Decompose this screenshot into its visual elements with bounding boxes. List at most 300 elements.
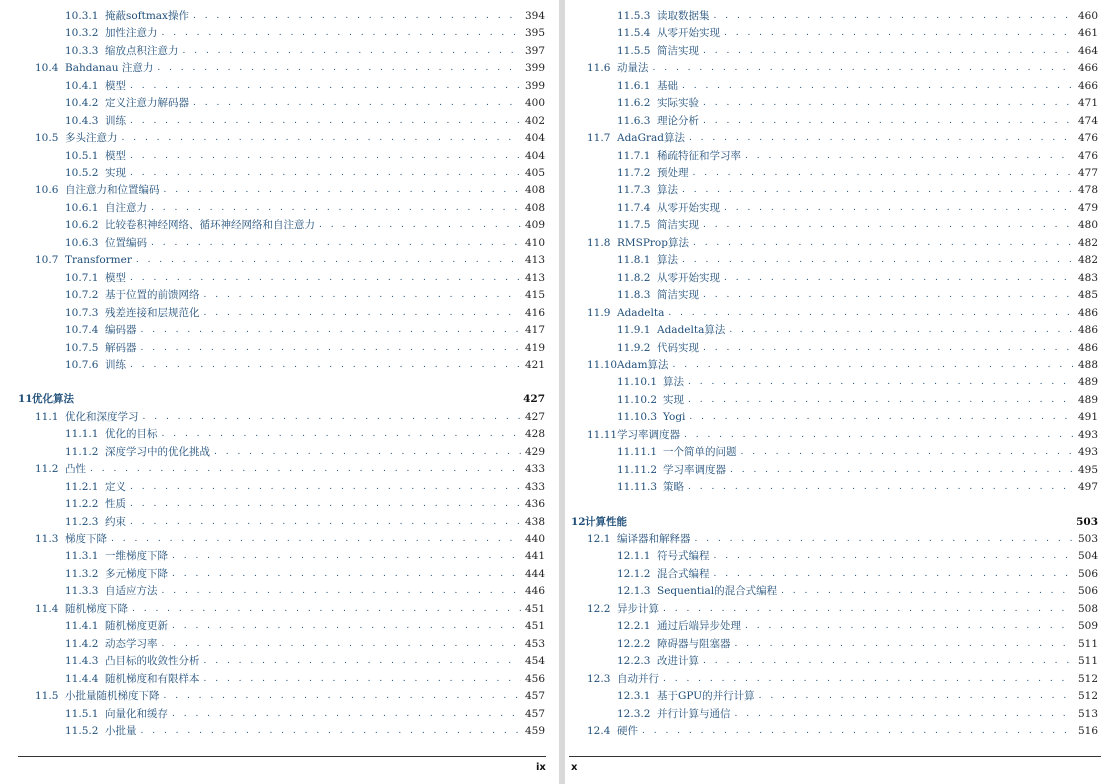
toc-subsection-entry[interactable] <box>617 618 1098 635</box>
toc-entry-page-number: 461 <box>1077 27 1098 39</box>
toc-leader-dots <box>141 322 522 339</box>
toc-subsection-entry[interactable] <box>65 95 545 112</box>
footer-rule-right <box>569 756 1101 757</box>
toc-entry-page-number: 486 <box>1077 342 1098 354</box>
toc-entry-title: 基于GPU的并行计算 <box>657 690 755 702</box>
toc-subsection-entry[interactable] <box>65 217 545 234</box>
toc-entry-page-number: 497 <box>1077 481 1098 493</box>
toc-leader-dots <box>130 148 521 165</box>
toc-entry-title: 随机梯度下降 <box>65 603 128 615</box>
toc-entry-number: 11.10.2 <box>617 394 658 406</box>
toc-subsection-entry[interactable] <box>65 148 545 165</box>
toc-entry-page-number: 466 <box>1077 62 1098 74</box>
toc-entry-title: 多元梯度下降 <box>105 568 168 580</box>
toc-leader-dots <box>673 357 1074 374</box>
toc-leader-dots <box>781 583 1074 600</box>
toc-leader-dots <box>682 252 1074 269</box>
toc-subsection-entry[interactable] <box>65 583 545 600</box>
toc-entry-page-number: 413 <box>524 272 545 284</box>
toc-entry-title: RMSProp算法 <box>617 237 689 249</box>
toc-leader-dots <box>689 409 1074 426</box>
toc-entry-page-number: 503 <box>1076 516 1098 528</box>
toc-subsection-entry[interactable] <box>617 636 1098 653</box>
toc-entry-title: 一维梯度下降 <box>105 550 168 562</box>
toc-leader-dots <box>684 427 1074 444</box>
toc-entry-title: 计算性能 <box>585 516 627 528</box>
toc-entry-title: 基础 <box>657 80 678 92</box>
toc-entry-page-number: 446 <box>524 585 545 597</box>
toc-subsection-entry[interactable] <box>617 374 1098 391</box>
toc-entry-title: Bahdanau 注意力 <box>65 62 154 74</box>
toc-entry-page-number: 477 <box>1077 167 1098 179</box>
toc-entry-page-number: 485 <box>1077 289 1098 301</box>
toc-entry-page-number: 516 <box>1077 725 1098 737</box>
toc-section-entry[interactable] <box>35 688 545 705</box>
page-number-right: x <box>571 762 578 773</box>
toc-entry-title: 实际实验 <box>657 97 699 109</box>
toc-entry-page-number: 509 <box>1077 620 1098 632</box>
toc-entry-title: 模型 <box>105 150 126 162</box>
toc-entry-number: 12.2 <box>587 603 611 615</box>
toc-entry-title: 从零开始实现 <box>657 27 720 39</box>
toc-subsection-entry[interactable] <box>65 8 545 25</box>
toc-entry-page-number: 483 <box>1077 272 1098 284</box>
toc-leader-dots <box>204 653 522 670</box>
toc-leader-dots <box>157 60 521 77</box>
toc-leader-dots <box>745 618 1074 635</box>
toc-subsection-entry[interactable] <box>617 25 1098 42</box>
toc-entry-page-number: 456 <box>524 673 545 685</box>
toc-entry-title: 训练 <box>105 359 126 371</box>
toc-entry-page-number: 493 <box>1077 429 1098 441</box>
toc-leader-dots <box>735 636 1075 653</box>
toc-subsection-entry[interactable] <box>617 287 1098 304</box>
toc-entry-number: 12.1.3 <box>617 585 651 597</box>
toc-section-entry[interactable] <box>587 671 1098 688</box>
toc-entry-title: 代码实现 <box>657 342 699 354</box>
toc-leader-dots <box>130 270 521 287</box>
toc-entry-title: 动量法 <box>617 62 649 74</box>
toc-leader-dots <box>122 130 522 147</box>
toc-leader-dots <box>642 723 1074 740</box>
toc-entry-number: 11.11 <box>587 429 618 441</box>
toc-entry-page-number: 504 <box>1077 550 1098 562</box>
toc-leader-dots <box>703 113 1074 130</box>
toc-subsection-entry[interactable] <box>617 444 1098 461</box>
toc-entry-page-number: 433 <box>524 481 545 493</box>
toc-section-entry[interactable] <box>587 235 1098 252</box>
toc-entry-number: 11.10.1 <box>617 376 658 388</box>
toc-subsection-entry[interactable] <box>65 566 545 583</box>
toc-entry-page-number: 489 <box>1077 394 1098 406</box>
toc-entry-page-number: 479 <box>1077 202 1098 214</box>
toc-entry-number: 11.4.2 <box>65 638 99 650</box>
toc-entry-title: Adam算法 <box>617 359 669 371</box>
toc-subsection-entry[interactable] <box>65 479 545 496</box>
toc-entry-page-number: 457 <box>524 690 545 702</box>
toc-subsection-entry[interactable] <box>617 462 1098 479</box>
toc-entry-title: 通过后端异步处理 <box>657 620 741 632</box>
toc-leader-dots <box>143 409 522 426</box>
toc-section-entry[interactable] <box>35 461 545 478</box>
toc-entry-number: 10.6 <box>35 184 59 196</box>
toc-subsection-entry[interactable] <box>65 496 545 513</box>
toc-entry-page-number: 399 <box>524 62 545 74</box>
toc-subsection-entry[interactable] <box>65 444 545 461</box>
toc-entry-number: 12 <box>571 516 586 528</box>
toc-entry-title: 随机梯度和有限样本 <box>105 673 200 685</box>
toc-entry-title: 学习率调度器 <box>663 464 726 476</box>
toc-subsection-entry[interactable] <box>617 479 1098 496</box>
toc-entry-page-number: 512 <box>1077 690 1098 702</box>
toc-entry-number: 11.4.3 <box>65 655 99 667</box>
toc-leader-dots <box>183 43 522 60</box>
toc-entry-title: 符号式编程 <box>657 550 710 562</box>
toc-entry-number: 10.7.2 <box>65 289 99 301</box>
toc-subsection-entry[interactable] <box>65 548 545 565</box>
toc-entry-title: 简洁实现 <box>657 45 699 57</box>
toc-entry-number: 12.1 <box>587 533 611 545</box>
toc-subsection-entry[interactable] <box>65 426 545 443</box>
toc-entry-number: 11.8.3 <box>617 289 651 301</box>
toc-entry-number: 10.5.1 <box>65 150 99 162</box>
toc-entry-title: 凸性 <box>65 463 86 475</box>
toc-entry-number: 11.2.1 <box>65 481 99 493</box>
toc-section-entry[interactable] <box>587 130 1098 147</box>
toc-entry-page-number: 511 <box>1077 655 1098 667</box>
toc-entry-number: 11.4 <box>35 603 59 615</box>
toc-entry-number: 10.4 <box>35 62 59 74</box>
toc-entry-page-number: 395 <box>524 27 545 39</box>
toc-entry-title: 缩放点积注意力 <box>105 45 179 57</box>
toc-entry-number: 11.3.2 <box>65 568 99 580</box>
toc-subsection-entry[interactable] <box>617 43 1098 60</box>
toc-entry-page-number: 451 <box>524 620 545 632</box>
toc-subsection-entry[interactable] <box>65 305 545 322</box>
toc-leader-dots <box>703 217 1074 234</box>
toc-leader-dots <box>741 444 1075 461</box>
toc-entry-page-number: 512 <box>1077 673 1098 685</box>
toc-subsection-entry[interactable] <box>65 706 545 723</box>
toc-subsection-entry[interactable] <box>617 270 1098 287</box>
toc-entry-page-number: 513 <box>1077 708 1098 720</box>
toc-leader-dots <box>130 479 521 496</box>
toc-entry-page-number: 409 <box>524 219 545 231</box>
toc-entry-title: 简洁实现 <box>657 219 699 231</box>
toc-leader-dots <box>703 653 1074 670</box>
toc-entry-title: Sequential的混合式编程 <box>657 585 778 597</box>
toc-entry-title: 学习率调度器 <box>617 429 680 441</box>
toc-entry-page-number: 511 <box>1077 638 1098 650</box>
toc-entry-title: 编译器和解释器 <box>617 533 691 545</box>
toc-entry-number: 11.6 <box>587 62 611 74</box>
toc-entry-number: 10.3.3 <box>65 45 99 57</box>
toc-entry-number: 11.6.2 <box>617 97 651 109</box>
toc-subsection-entry[interactable] <box>617 392 1098 409</box>
toc-entry-title: 自适应方法 <box>105 585 158 597</box>
toc-leader-dots <box>688 479 1074 496</box>
toc-subsection-entry[interactable] <box>65 235 545 252</box>
toc-subsection-entry[interactable] <box>65 165 545 182</box>
toc-entry-title: 残差连接和层规范化 <box>105 307 200 319</box>
toc-subsection-entry[interactable] <box>65 340 545 357</box>
toc-entry-number: 10.5 <box>35 132 59 144</box>
toc-subsection-entry[interactable] <box>617 322 1098 339</box>
toc-leader-dots <box>111 531 521 548</box>
toc-entry-page-number: 457 <box>524 708 545 720</box>
toc-entry-title: 优化和深度学习 <box>65 411 139 423</box>
right-page <box>565 0 1114 784</box>
toc-entry-page-number: 460 <box>1077 10 1098 22</box>
toc-leader-dots <box>663 671 1074 688</box>
toc-entry-page-number: 454 <box>524 655 545 667</box>
toc-leader-dots <box>735 706 1075 723</box>
toc-subsection-entry[interactable] <box>617 583 1098 600</box>
toc-leader-dots <box>162 583 522 600</box>
toc-entry-title: 模型 <box>105 272 126 284</box>
toc-leader-dots <box>759 688 1074 705</box>
toc-entry-title: 预处理 <box>657 167 689 179</box>
toc-section-entry[interactable] <box>587 60 1098 77</box>
toc-entry-number: 12.3.1 <box>617 690 651 702</box>
footer-rule-left <box>18 756 546 757</box>
page-number-left: ix <box>536 762 546 773</box>
toc-subsection-entry[interactable] <box>617 78 1098 95</box>
toc-section-entry[interactable] <box>35 60 545 77</box>
toc-leader-dots <box>663 601 1074 618</box>
toc-entry-page-number: 464 <box>1077 45 1098 57</box>
toc-entry-number: 11.6.1 <box>617 80 651 92</box>
toc-leader-dots <box>172 548 521 565</box>
toc-entry-number: 12.3.2 <box>617 708 651 720</box>
toc-chapter-entry[interactable] <box>571 514 1098 531</box>
toc-entry-page-number: 428 <box>524 428 545 440</box>
toc-leader-dots <box>724 25 1074 42</box>
toc-leader-dots <box>193 95 521 112</box>
toc-leader-dots <box>703 95 1074 112</box>
toc-subsection-entry[interactable] <box>65 78 545 95</box>
toc-entry-number: 10.5.2 <box>65 167 99 179</box>
toc-subsection-entry[interactable] <box>617 200 1098 217</box>
toc-subsection-entry[interactable] <box>617 688 1098 705</box>
toc-entry-title: 优化的目标 <box>105 428 158 440</box>
toc-entry-page-number: 397 <box>524 45 545 57</box>
toc-entry-title: 位置编码 <box>105 237 147 249</box>
toc-entry-title: 实现 <box>105 167 126 179</box>
toc-section-entry[interactable] <box>35 130 545 147</box>
toc-entry-number: 10.7 <box>35 254 59 266</box>
toc-entry-title: 混合式编程 <box>657 568 710 580</box>
toc-entry-page-number: 444 <box>524 568 545 580</box>
toc-entry-number: 11.7.3 <box>617 184 651 196</box>
toc-section-entry[interactable] <box>587 601 1098 618</box>
toc-section-entry[interactable] <box>587 305 1098 322</box>
toc-subsection-entry[interactable] <box>65 322 545 339</box>
toc-entry-number: 11.5.1 <box>65 708 99 720</box>
toc-leader-dots <box>204 305 522 322</box>
toc-entry-number: 10.3.2 <box>65 27 99 39</box>
toc-subsection-entry[interactable] <box>65 653 545 670</box>
toc-entry-number: 10.4.2 <box>65 97 99 109</box>
toc-entry-title: 掩蔽softmax操作 <box>105 10 189 22</box>
toc-entry-title: Yogi <box>663 411 686 423</box>
toc-section-entry[interactable] <box>35 409 545 426</box>
toc-entry-number: 11.4.4 <box>65 673 99 685</box>
toc-subsection-entry[interactable] <box>65 25 545 42</box>
toc-leader-dots <box>689 130 1074 147</box>
toc-entry-page-number: 399 <box>524 80 545 92</box>
toc-leader-dots <box>162 426 522 443</box>
toc-entry-number: 10.4.1 <box>65 80 99 92</box>
toc-entry-title: 小批量 <box>105 725 137 737</box>
toc-subsection-entry[interactable] <box>65 200 545 217</box>
toc-entry-number: 10.7.3 <box>65 307 99 319</box>
toc-section-entry[interactable] <box>587 531 1098 548</box>
toc-subsection-entry[interactable] <box>617 252 1098 269</box>
toc-entry-page-number: 404 <box>524 150 545 162</box>
toc-leader-dots <box>688 374 1074 391</box>
toc-entry-page-number: 486 <box>1077 324 1098 336</box>
toc-entry-number: 10.6.2 <box>65 219 99 231</box>
toc-entry-number: 11.2.2 <box>65 498 99 510</box>
toc-entry-number: 11.8 <box>587 237 611 249</box>
toc-leader-dots <box>668 305 1074 322</box>
toc-leader-dots <box>714 566 1075 583</box>
toc-entry-number: 12.4 <box>587 725 611 737</box>
toc-entry-page-number: 405 <box>524 167 545 179</box>
toc-entry-number: 11.3.3 <box>65 585 99 597</box>
toc-subsection-entry[interactable] <box>65 113 545 130</box>
toc-section-entry[interactable] <box>587 723 1098 740</box>
toc-entry-page-number: 441 <box>524 550 545 562</box>
toc-section-entry[interactable] <box>35 182 545 199</box>
toc-leader-dots <box>653 60 1075 77</box>
toc-subsection-entry[interactable] <box>65 514 545 531</box>
toc-leader-dots <box>151 200 521 217</box>
toc-entry-number: 11.1.2 <box>65 446 99 458</box>
toc-subsection-entry[interactable] <box>617 548 1098 565</box>
toc-leader-dots <box>172 618 521 635</box>
toc-leader-dots <box>703 43 1074 60</box>
toc-subsection-entry[interactable] <box>65 270 545 287</box>
toc-entry-page-number: 482 <box>1077 237 1098 249</box>
toc-entry-page-number: 394 <box>524 10 545 22</box>
toc-entry-title: 从零开始实现 <box>657 272 720 284</box>
toc-entry-page-number: 478 <box>1077 184 1098 196</box>
toc-entry-number: 11.6.3 <box>617 115 651 127</box>
toc-entry-number: 11.5 <box>35 690 59 702</box>
toc-entry-title: 比较卷积神经网络、循环神经网络和自注意力 <box>105 219 315 231</box>
toc-subsection-entry[interactable] <box>65 287 545 304</box>
toc-entry-title: 动态学习率 <box>105 638 158 650</box>
toc-entry-title: 实现 <box>663 394 684 406</box>
toc-entry-page-number: 474 <box>1077 115 1098 127</box>
toc-subsection-entry[interactable] <box>617 8 1098 25</box>
toc-entry-page-number: 506 <box>1077 568 1098 580</box>
toc-section-entry[interactable] <box>35 531 545 548</box>
toc-entry-number: 10.3.1 <box>65 10 99 22</box>
toc-entry-number: 11.10.3 <box>617 411 658 423</box>
toc-section-entry[interactable] <box>587 357 1098 374</box>
toc-entry-number: 11.8.1 <box>617 254 651 266</box>
toc-entry-title: 加性注意力 <box>105 27 158 39</box>
toc-entry-title: 小批量随机梯度下降 <box>65 690 160 702</box>
toc-entry-title: 凸目标的收敛性分析 <box>105 655 200 667</box>
toc-subsection-entry[interactable] <box>617 217 1098 234</box>
toc-entry-title: 编码器 <box>105 324 137 336</box>
toc-entry-title: 算法 <box>657 254 678 266</box>
toc-entry-number: 12.2.1 <box>617 620 651 632</box>
toc-chapter-entry[interactable] <box>18 391 545 408</box>
toc-entry-number: 11.1.1 <box>65 428 99 440</box>
toc-subsection-entry[interactable] <box>65 723 545 740</box>
toc-subsection-entry[interactable] <box>617 409 1098 426</box>
toc-entry-page-number: 488 <box>1077 359 1098 371</box>
toc-leader-dots <box>193 8 521 25</box>
toc-leader-dots <box>695 531 1075 548</box>
toc-entry-title: 优化算法 <box>32 393 74 405</box>
toc-leader-dots <box>688 392 1074 409</box>
toc-entry-title: 约束 <box>105 516 126 528</box>
toc-entry-page-number: 416 <box>524 307 545 319</box>
toc-subsection-entry[interactable] <box>65 43 545 60</box>
toc-entry-title: 向量化和缓存 <box>105 708 168 720</box>
toc-entry-page-number: 417 <box>524 324 545 336</box>
toc-entry-number: 10.7.5 <box>65 342 99 354</box>
toc-entry-title: 从零开始实现 <box>657 202 720 214</box>
toc-entry-page-number: 451 <box>524 603 545 615</box>
toc-entry-number: 11.7.2 <box>617 167 651 179</box>
toc-subsection-entry[interactable] <box>65 357 545 374</box>
toc-subsection-entry[interactable] <box>617 95 1098 112</box>
toc-leader-dots <box>730 462 1074 479</box>
toc-subsection-entry[interactable] <box>617 566 1098 583</box>
toc-section-entry[interactable] <box>35 252 545 269</box>
toc-entry-page-number: 476 <box>1077 132 1098 144</box>
toc-entry-page-number: 408 <box>524 202 545 214</box>
toc-entry-page-number: 427 <box>523 393 545 405</box>
toc-section-entry[interactable] <box>35 601 545 618</box>
toc-entry-number: 11.11.3 <box>617 481 658 493</box>
toc-subsection-entry[interactable] <box>65 636 545 653</box>
toc-subsection-entry[interactable] <box>617 165 1098 182</box>
toc-leader-dots <box>724 200 1074 217</box>
toc-entry-page-number: 427 <box>524 411 545 423</box>
toc-subsection-entry[interactable] <box>65 618 545 635</box>
toc-leader-dots <box>90 461 521 478</box>
toc-leader-dots <box>319 217 521 234</box>
toc-subsection-entry[interactable] <box>617 653 1098 670</box>
toc-subsection-entry[interactable] <box>617 113 1098 130</box>
toc-entry-page-number: 489 <box>1077 376 1098 388</box>
toc-subsection-entry[interactable] <box>65 671 545 688</box>
toc-subsection-entry[interactable] <box>617 706 1098 723</box>
toc-subsection-entry[interactable] <box>617 340 1098 357</box>
toc-entry-page-number: 453 <box>524 638 545 650</box>
toc-entry-page-number: 493 <box>1077 446 1098 458</box>
toc-leader-dots <box>141 340 522 357</box>
toc-subsection-entry[interactable] <box>617 148 1098 165</box>
toc-subsection-entry[interactable] <box>617 182 1098 199</box>
toc-entry-number: 11.1 <box>35 411 59 423</box>
toc-entry-title: 梯度下降 <box>65 533 107 545</box>
toc-leader-dots <box>724 270 1074 287</box>
toc-entry-title: 理论分析 <box>657 115 699 127</box>
toc-section-entry[interactable] <box>587 427 1098 444</box>
toc-entry-title: 算法 <box>663 376 684 388</box>
toc-entry-page-number: 440 <box>524 533 545 545</box>
toc-entry-page-number: 459 <box>524 725 545 737</box>
